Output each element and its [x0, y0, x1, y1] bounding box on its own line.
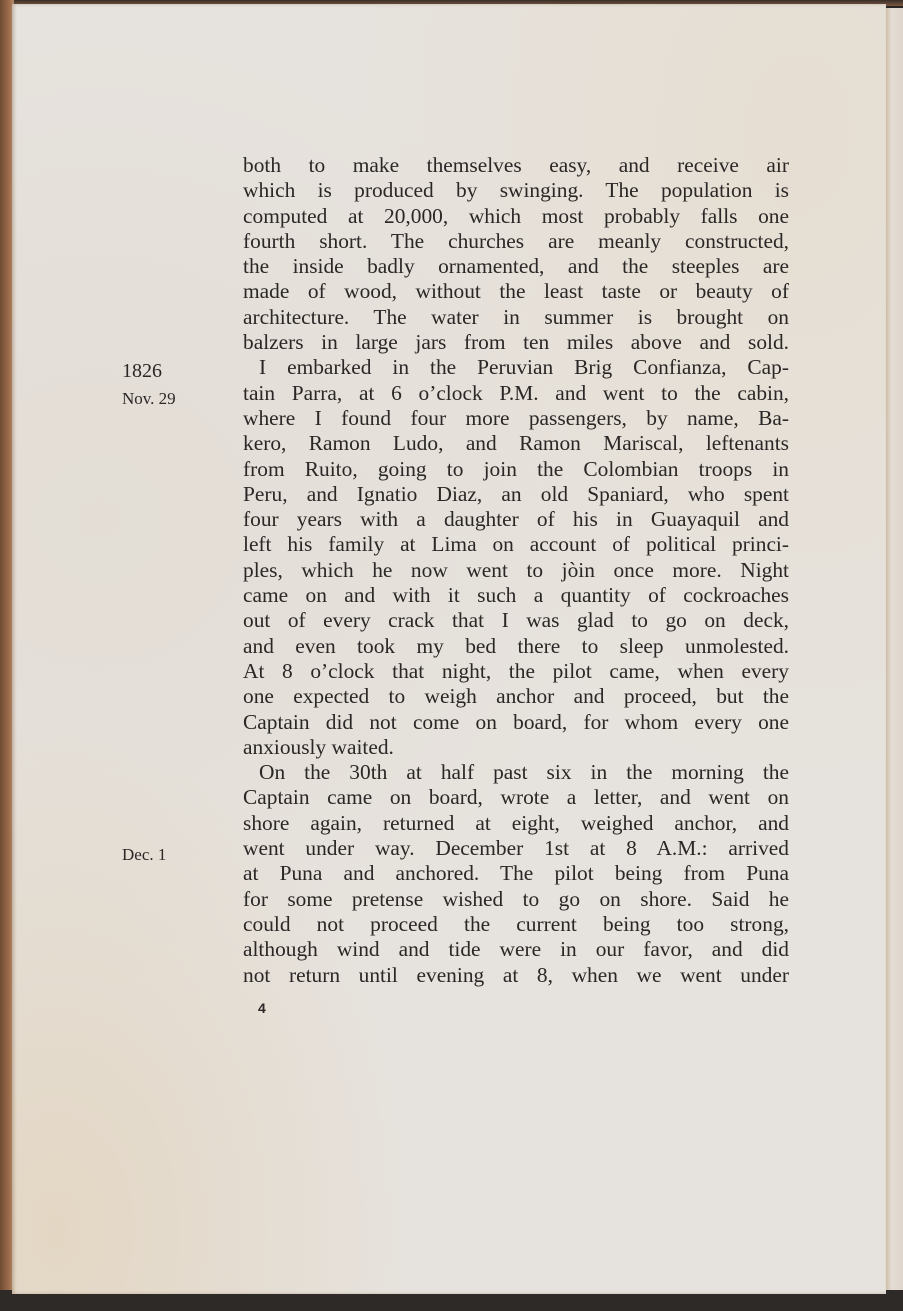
text-line: ples, which he now went to jòin once more. Night	[243, 557, 789, 582]
text-line: four years with a daughter of his in Guayaquil and	[243, 507, 789, 532]
page-number: 4	[258, 1000, 266, 1016]
text-line: architecture. The water in summer is brought on	[243, 304, 789, 329]
next-page-edge	[884, 8, 903, 1293]
text-line: Peru, and Ignatio Diaz, an old Spaniard, who spent	[243, 481, 789, 506]
text-line: could not proceed the current being too strong,	[243, 911, 789, 936]
margin-note-nov-29: Nov. 29	[122, 389, 176, 408]
text-line: kero, Ramon Ludo, and Ramon Mariscal, leftenants	[243, 431, 789, 456]
text-line: not return until evening at 8, when we went under	[243, 962, 789, 987]
text-line: although wind and tide were in our favor, and did	[243, 937, 789, 962]
text-line: On the 30th at half past six in the morning the	[259, 760, 789, 785]
text-line: anxiously waited.	[243, 734, 394, 759]
text-line: balzers in large jars from ten miles above and sold.	[243, 330, 789, 355]
text-line: Captain did not come on board, for whom every one	[243, 709, 789, 734]
text-line: came on and with it such a quantity of cockroaches	[243, 583, 789, 608]
margin-note-dec-1: Dec. 1	[122, 845, 167, 864]
text-line: Captain came on board, wrote a letter, and went on	[243, 785, 789, 810]
margin-note-year: 1826	[122, 360, 162, 382]
text-line: which is produced by swinging. The population is	[243, 178, 789, 203]
text-line: left his family at Lima on account of political princi-	[243, 532, 789, 557]
text-line: At 8 o’clock that night, the pilot came, when every	[243, 658, 789, 683]
text-line: out of every crack that I was glad to go on deck,	[243, 608, 789, 633]
body-text	[243, 153, 789, 988]
text-line: made of wood, without the least taste or beauty of	[243, 279, 789, 304]
text-line: tain Parra, at 6 o’clock P.M. and went to the cabin,	[243, 380, 789, 405]
text-line: went under way. December 1st at 8 A.M.: arrived	[243, 836, 789, 861]
text-line: from Ruito, going to join the Colombian troops in	[243, 456, 789, 481]
text-line: both to make themselves easy, and receive air	[243, 153, 789, 177]
text-line: shore again, returned at eight, weighed anchor, and	[243, 810, 789, 835]
text-line: fourth short. The churches are meanly constructed,	[243, 228, 789, 253]
text-line: where I found four more passengers, by name, Ba-	[243, 405, 789, 430]
text-line: at Puna and anchored. The pilot being from Puna	[243, 861, 789, 886]
text-line: for some pretense wished to go on shore. Said he	[243, 886, 789, 911]
text-line: I embarked in the Peruvian Brig Confianza, Cap-	[259, 355, 789, 380]
text-line: computed at 20,000, which most probably falls one	[243, 203, 789, 228]
text-line: the inside badly ornamented, and the steeples are	[243, 254, 789, 279]
text-line: and even took my bed there to sleep unmolested.	[243, 633, 789, 658]
text-line: one expected to weigh anchor and proceed, but the	[243, 684, 789, 709]
